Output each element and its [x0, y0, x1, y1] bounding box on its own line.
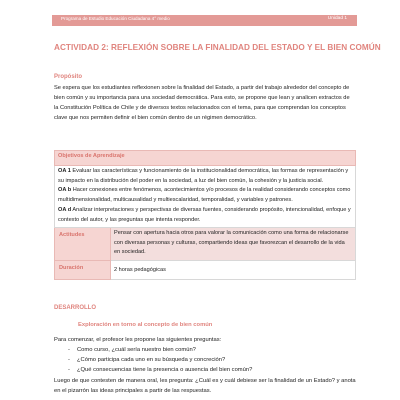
closing-text: Luego de que contesten de manera oral, les pregunta: ¿Cuál es y cuál debiese ser la finalidad de un Estado? y anota en el pizarrón las ideas principales a partir de las respuestas. — [54, 378, 356, 394]
objective-text: Hacer conexiones entre fenómenos, acontecimientos y/o procesos de la realidad considerando conceptos como multidimensionalidad, multicausalidad y multiescalaridad, temporalidad, y variables y patrones. — [58, 187, 351, 204]
question-text: Como curso, ¿cuál sería nuestro bien común? — [77, 347, 196, 353]
bullet-dash: - — [68, 366, 70, 373]
exploration-subheading: Exploración en torno al concepto de bien común — [78, 322, 213, 328]
objective-item — [58, 206, 352, 225]
activity-title: ACTIVIDAD 2: REFLEXIÓN SOBRE LA FINALIDAD DEL ESTADO Y EL BIEN COMÚN — [54, 43, 381, 52]
intro-text: Para comenzar, el profesor les propone las siguientes preguntas: — [54, 337, 222, 343]
objective-code: OA b — [58, 187, 72, 194]
objective-text: Evaluar las características y funcionamiento de la institucionalidad democrática, las formas de representación y su impacto en la distribución del poder en la sociedad, a luz del bien común, la cohesión y la justicia social. — [58, 168, 349, 184]
objective-text: Analizar interpretaciones y perspectivas de diversas fuentes, considerando propósito, intencionalidad, enfoque y contexto del autor, y las preguntas que intenta responder. — [58, 206, 351, 223]
attitudes-label: Actitudes — [55, 228, 111, 261]
duration-label: Duración — [55, 260, 111, 280]
development-heading: DESARROLLO — [54, 305, 96, 311]
purpose-text: Se espera que los estudiantes reflexionen sobre la finalidad del Estado, a partir del trabajo alrededor del concepto de bien común y su importancia para una sociedad democrática. Para esto, se propone que lean y analicen extractos de la Constitución Política de Chile y de diversos textos relacionados con el tema, para que comprendan los conceptos clave que nos permiten definir el bien común dentro de un régimen democrático. — [54, 85, 350, 121]
objective-item — [58, 167, 352, 186]
objectives-table — [54, 150, 356, 280]
bullet-dash: - — [68, 347, 70, 353]
list-item — [68, 356, 252, 366]
attitudes-text: Pensar con apertura hacia otros para valorar la comunicación como una forma de relacionarse con diversas personas y culturas, compartiendo ideas que favorezcan el desarrollo de la vida en sociedad. — [111, 228, 356, 261]
duration-text: 2 horas pedagógicas — [111, 260, 356, 280]
question-list — [68, 346, 252, 375]
bullet-dash: - — [68, 356, 70, 363]
program-title: Programa de Estudio Educación Ciudadana 4° medio — [61, 16, 170, 21]
list-item — [68, 346, 252, 356]
objective-code: OA 1 — [58, 168, 71, 174]
unit-label: Unidad 1 — [327, 16, 347, 21]
list-item — [68, 366, 252, 376]
purpose-heading: Propósito — [54, 74, 82, 80]
header-bar — [52, 15, 357, 26]
objective-item — [58, 186, 352, 205]
question-text: ¿Cómo participa cada uno en su búsqueda y concreción? — [77, 356, 226, 363]
objectives-list — [55, 166, 356, 228]
question-text: ¿Qué consecuencias tiene la presencia o ausencia del bien común? — [77, 366, 253, 373]
objective-code: OA d — [58, 206, 72, 213]
objectives-heading: Objetivos de Aprendizaje — [55, 151, 356, 166]
